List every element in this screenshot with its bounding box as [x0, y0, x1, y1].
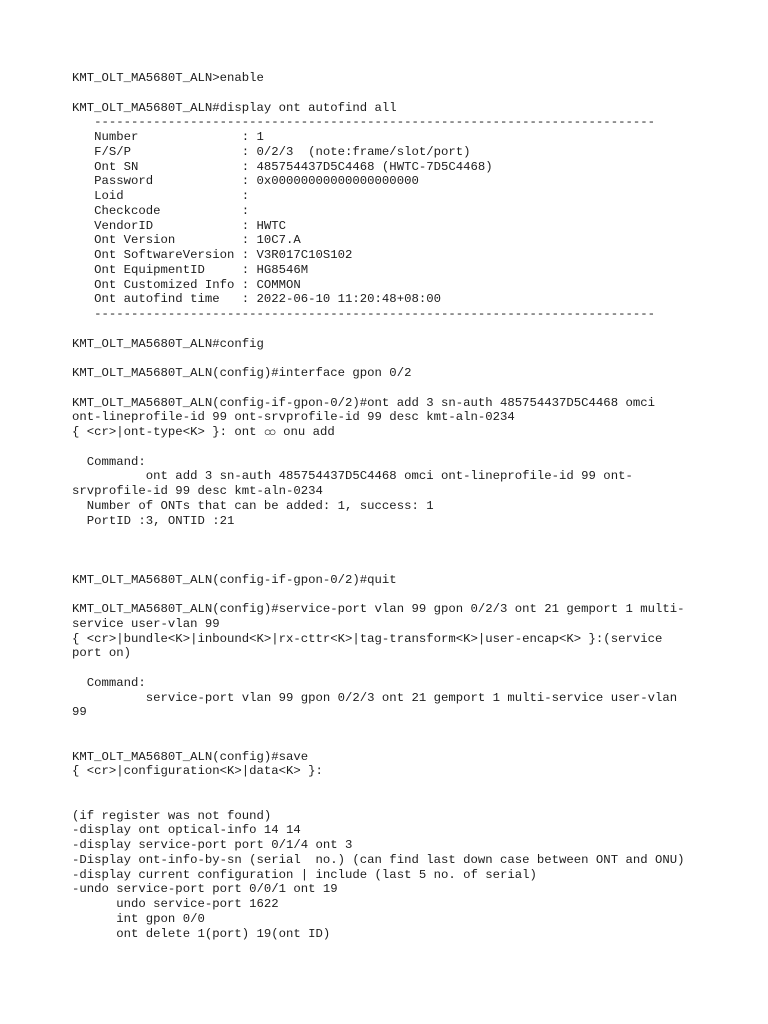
text-line: Checkcode : [72, 203, 250, 218]
text-line: -undo service-port port 0/0/1 ont 19 [72, 882, 338, 897]
text-line: VendorID : HWTC [72, 218, 287, 233]
text-line: Ont SN : 485754437D5C4468 (HWTC-7D5C4468) [72, 159, 493, 174]
text-line: Number of ONTs that can be added: 1, success: 1 [72, 498, 434, 513]
text-line: ont add 3 sn-auth 485754437D5C4468 omci ont-lineprofile-id 99 ont- [72, 469, 633, 484]
text-line: { <cr>|ont-type<K> }: ont ထ onu add [72, 425, 335, 439]
terminal-log-text [72, 71, 685, 941]
text-line: KMT_OLT_MA5680T_ALN(config)#service-port vlan 99 gpon 0/2/3 ont 21 gemport 1 multi- [72, 602, 685, 616]
text-line: Number : 1 [72, 130, 264, 144]
text-line: 99 [72, 705, 87, 720]
text-line: -Display ont-info-by-sn (serial no.) (can find last down case between ONT and ONU) [72, 852, 685, 867]
text-line: KMT_OLT_MA5680T_ALN(config)#save [72, 749, 309, 764]
text-line: KMT_OLT_MA5680T_ALN#config [72, 336, 264, 351]
text-line: Ont SoftwareVersion : V3R017C10S102 [72, 248, 353, 262]
text-line: -display ont optical-info 14 14 [72, 823, 301, 838]
text-line: PortID :3, ONTID :21 [72, 513, 235, 528]
text-line: ont delete 1(port) 19(ont ID) [72, 926, 331, 941]
text-line: service-port vlan 99 gpon 0/2/3 ont 21 gemport 1 multi-service user-vlan [72, 690, 678, 705]
text-line: ---------------------------------------------------------------------------- [72, 307, 655, 321]
text-line: ont-lineprofile-id 99 ont-srvprofile-id 99 desc kmt-aln-0234 [72, 410, 515, 425]
text-line: KMT_OLT_MA5680T_ALN(config-if-gpon-0/2)#ont add 3 sn-auth 485754437D5C4468 omci [72, 395, 655, 410]
text-line: Command: [72, 675, 146, 690]
text-line: { <cr>|configuration<K>|data<K> }: [72, 764, 323, 779]
text-line: Loid : [72, 189, 250, 203]
text-line: Password : 0x00000000000000000000 [72, 174, 419, 189]
text-line: (if register was not found) [72, 808, 272, 823]
text-line: -display current configuration | include (last 5 no. of serial) [72, 867, 537, 882]
text-line: Ont autofind time : 2022-06-10 11:20:48+08:00 [72, 292, 441, 307]
text-line: -display service-port port 0/1/4 ont 3 [72, 838, 353, 852]
text-line: { <cr>|bundle<K>|inbound<K>|rx-cttr<K>|tag-transform<K>|user-encap<K> }:(service [72, 631, 663, 646]
text-line: Command: [72, 454, 146, 469]
text-line: KMT_OLT_MA5680T_ALN>enable [72, 71, 264, 85]
text-line: Ont Customized Info : COMMON [72, 277, 301, 292]
text-line: KMT_OLT_MA5680T_ALN(config-if-gpon-0/2)#quit [72, 572, 397, 587]
text-line: undo service-port 1622 [72, 897, 279, 911]
text-line: port on) [72, 646, 132, 661]
text-line: F/S/P : 0/2/3 (note:frame/slot/port) [72, 144, 471, 159]
text-line: ---------------------------------------------------------------------------- [72, 115, 655, 130]
text-line: service user-vlan 99 [72, 616, 220, 631]
text-line: srvprofile-id 99 desc kmt-aln-0234 [72, 484, 323, 498]
text-line: Ont EquipmentID : HG8546M [72, 262, 309, 277]
text-line: int gpon 0/0 [72, 911, 205, 926]
text-line: KMT_OLT_MA5680T_ALN#display ont autofind all [72, 100, 397, 115]
text-line: KMT_OLT_MA5680T_ALN(config)#interface gpon 0/2 [72, 366, 412, 380]
text-line: Ont Version : 10C7.A [72, 233, 301, 248]
